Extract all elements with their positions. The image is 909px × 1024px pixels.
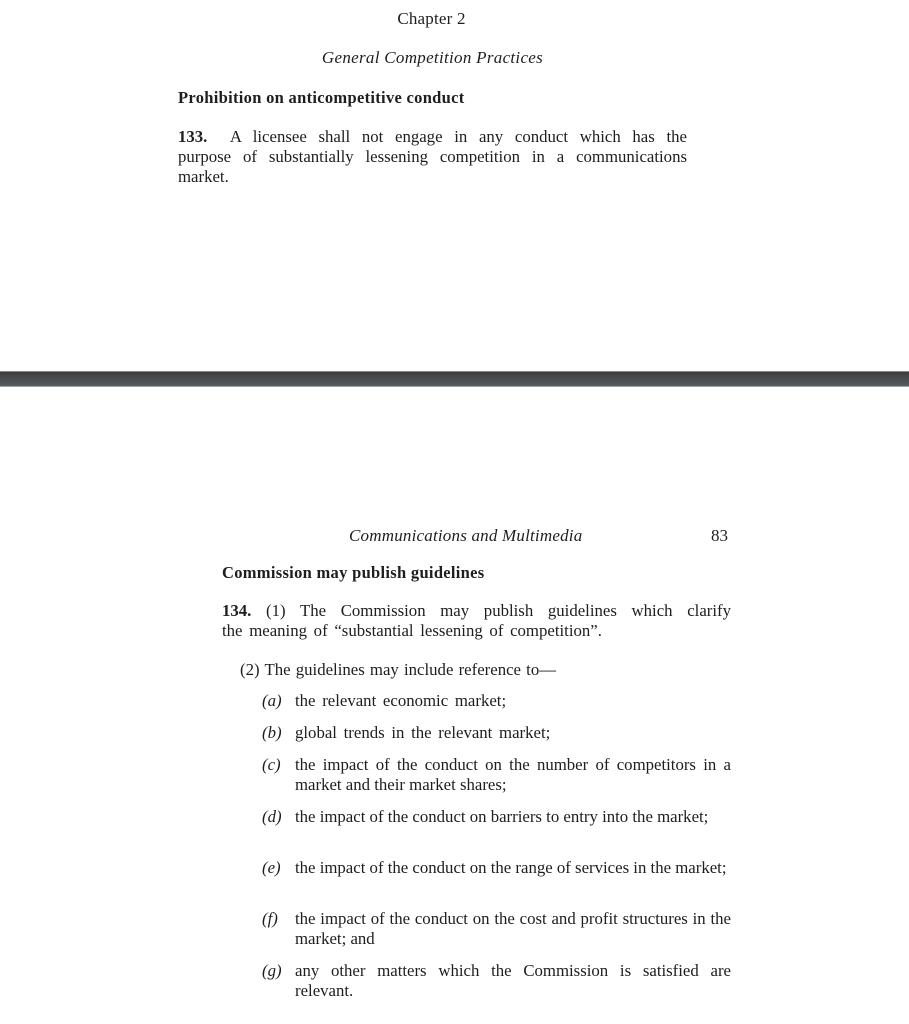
- item-text: the impact of the conduct on the number of competitors in a market and their market shares;: [295, 755, 731, 794]
- page-divider-bar: [0, 371, 909, 387]
- item-label: (c): [262, 755, 281, 774]
- item-label: (b): [262, 723, 282, 742]
- section-heading: Commission may publish guidelines: [222, 563, 485, 582]
- item-text: any other matters which the Commission is satisfied are relevant.: [295, 961, 731, 1000]
- item-text: the impact of the conduct on the cost and profit structures in the market; and: [295, 909, 731, 948]
- item-text: the relevant economic market;: [295, 691, 507, 710]
- section-134-first-line: [222, 601, 731, 621]
- subsection-1-line1: (1) The Commission may publish guidelines which clarify: [266, 601, 731, 620]
- section-133-first-line: [178, 127, 687, 147]
- chapter-number: Chapter 2: [397, 9, 466, 28]
- item-text: the impact of the conduct on the range of services in the market;: [295, 858, 727, 877]
- item-label: (a): [262, 691, 282, 710]
- section-text-rest: purpose of substantially lessening competition in a communications market.: [178, 147, 687, 186]
- subsection-2: (2) The guidelines may include reference to—: [240, 660, 557, 679]
- item-label: (g): [262, 961, 282, 980]
- item-label: (f): [262, 909, 278, 928]
- running-header: Communications and Multimedia: [349, 526, 583, 545]
- section-number: 134.: [222, 601, 252, 620]
- section-heading: Prohibition on anticompetitive conduct: [178, 88, 465, 107]
- page-number: 83: [711, 526, 728, 545]
- item-label: (d): [262, 807, 282, 826]
- subsection-1-rest: the meaning of “substantial lessening of competition”.: [222, 621, 602, 640]
- document-page-top: [0, 0, 909, 371]
- section-134-paragraph: [222, 601, 731, 641]
- section-text-line1: A licensee shall not engage in any conduct which has the: [229, 127, 687, 146]
- item-text: global trends in the relevant market;: [295, 723, 551, 742]
- section-number: 133.: [178, 127, 208, 146]
- chapter-title: General Competition Practices: [321, 48, 544, 67]
- item-label: (e): [262, 858, 281, 877]
- item-text: the impact of the conduct on barriers to entry into the market;: [295, 807, 709, 826]
- section-133-paragraph: [178, 127, 687, 187]
